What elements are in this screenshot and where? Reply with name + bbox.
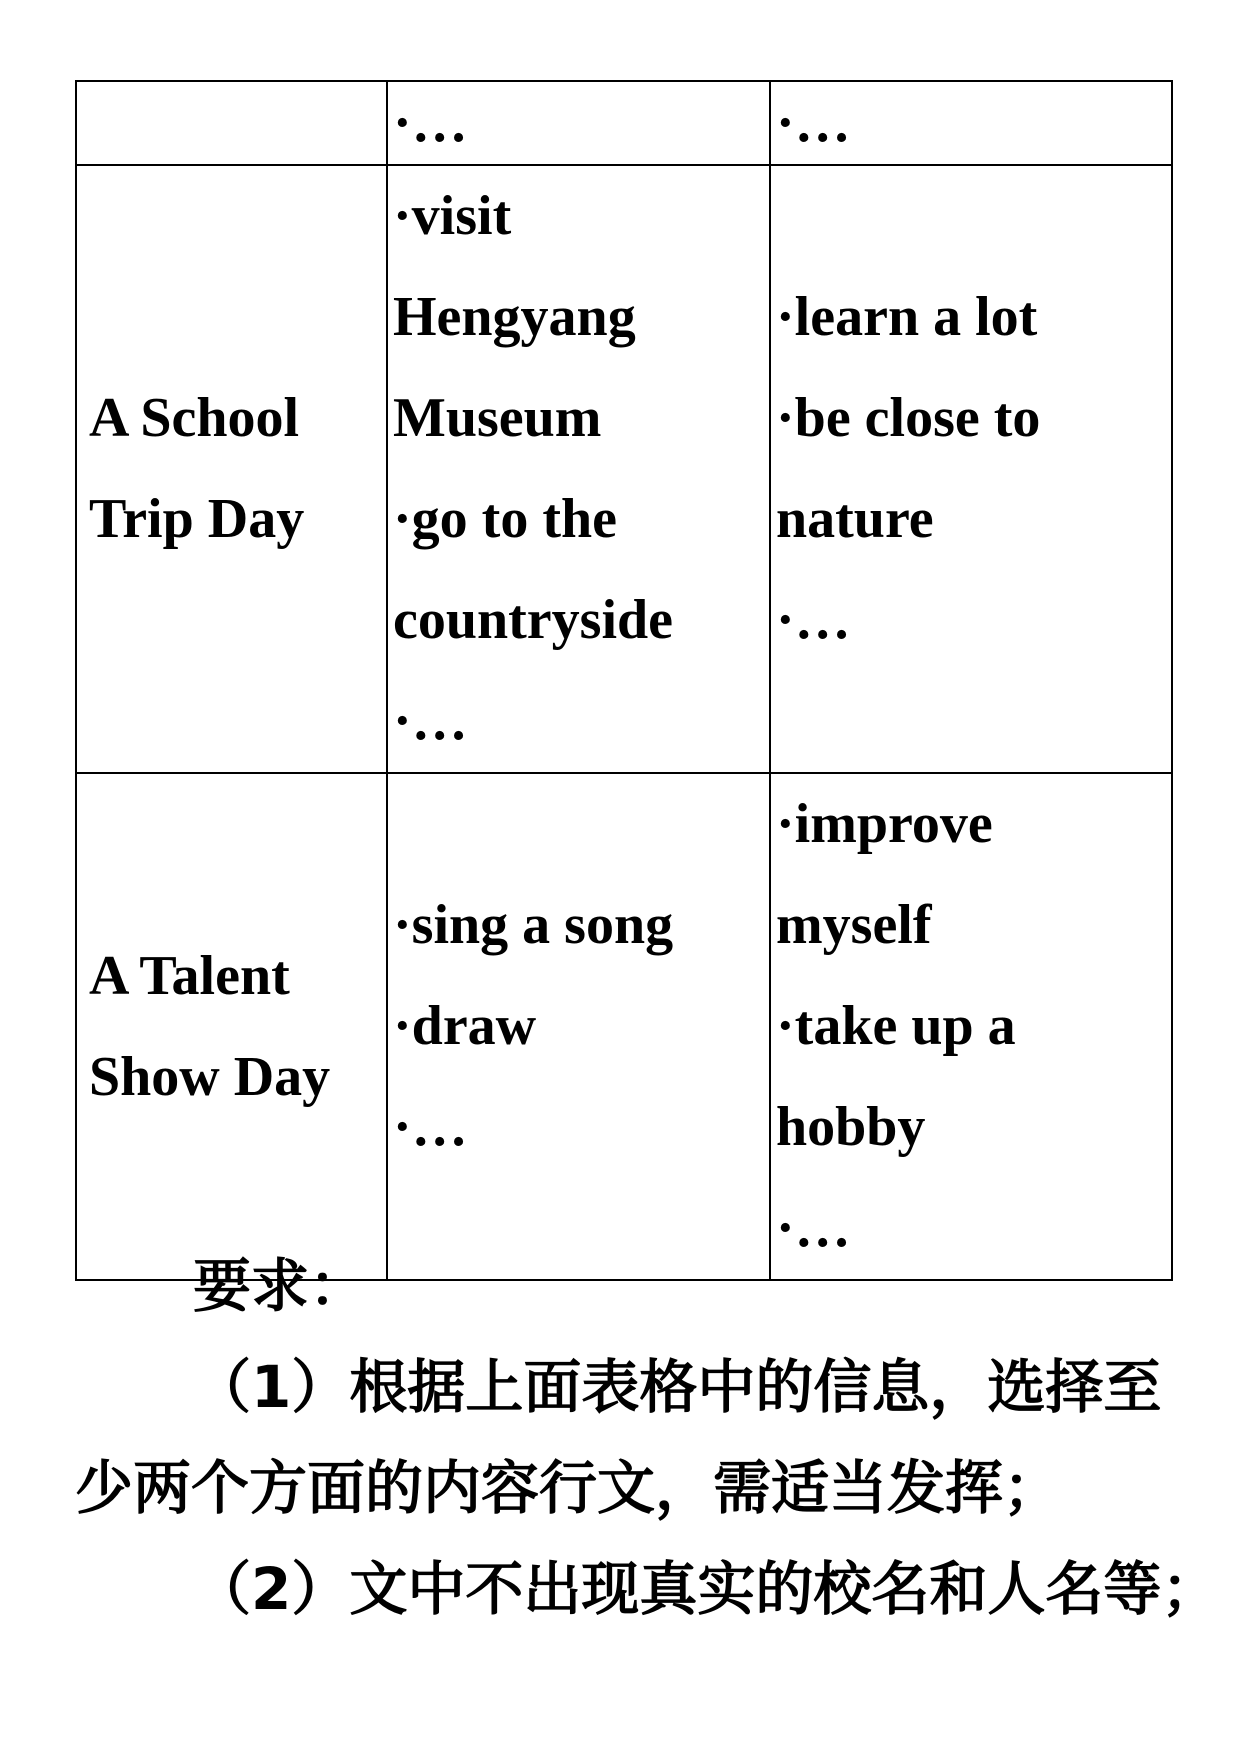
table-row-talent-show xyxy=(76,773,1172,1280)
cell-line: ·… xyxy=(776,92,851,154)
cell-line: myself xyxy=(776,894,932,956)
table-cell-day-name xyxy=(76,165,387,773)
cell-line: nature xyxy=(776,488,934,550)
cell-line: A Talent xyxy=(89,944,290,1007)
info-table xyxy=(75,80,1173,1281)
cell-line: ·learn a lot xyxy=(776,286,1038,348)
cell-line: ·go to the xyxy=(393,488,617,550)
cell-line: ·take up a xyxy=(776,995,1016,1057)
table-cell-activities xyxy=(387,81,770,165)
table-cell-activities xyxy=(387,773,770,1280)
cell-line: ·draw xyxy=(393,995,537,1057)
table-cell-activities xyxy=(387,165,770,773)
table-row-school-trip xyxy=(76,165,1172,773)
table-cell-empty xyxy=(76,81,387,165)
requirements-heading: 要求： xyxy=(193,1252,368,1320)
cell-line: ·… xyxy=(776,589,851,651)
cell-line: Museum xyxy=(393,387,602,449)
cell-line: ·… xyxy=(393,1096,468,1158)
table-cell-benefits xyxy=(770,773,1172,1280)
requirement-item-1-continued: 少两个方面的内容行文，需适当发挥； xyxy=(75,1454,1062,1522)
table-row-continued xyxy=(76,81,1172,165)
cell-line: Show Day xyxy=(89,1045,331,1108)
table-cell-day-name xyxy=(76,773,387,1280)
cell-line: ·be close to xyxy=(776,387,1041,449)
requirement-item-2: （2）文中不出现真实的校名和人名等； xyxy=(193,1555,1220,1623)
cell-line: hobby xyxy=(776,1096,926,1158)
cell-line: ·… xyxy=(393,690,468,752)
table-cell-benefits xyxy=(770,165,1172,773)
cell-line: Trip Day xyxy=(89,488,305,550)
cell-line: countryside xyxy=(393,589,673,651)
cell-line: ·… xyxy=(776,1197,851,1259)
cell-line: A School xyxy=(89,387,300,449)
cell-line: ·visit xyxy=(393,185,512,247)
cell-line: Hengyang xyxy=(393,286,636,348)
cell-line: ·… xyxy=(393,92,468,154)
requirements-section xyxy=(75,1236,1220,1640)
table-cell-benefits xyxy=(770,81,1172,165)
cell-line: ·improve xyxy=(776,793,993,855)
cell-line: ·sing a song xyxy=(393,894,674,956)
requirement-item-1: （1）根据上面表格中的信息，选择至 xyxy=(193,1353,1162,1421)
